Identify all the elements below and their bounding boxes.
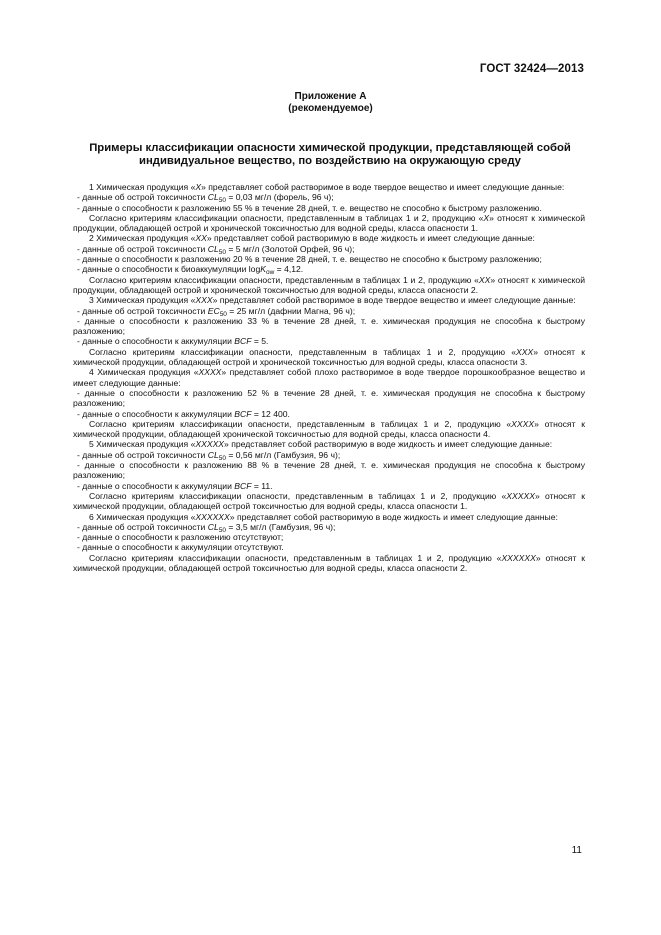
parameter-subscript: 50 xyxy=(218,454,226,462)
item-text: - данные об острой токсичности xyxy=(77,305,208,316)
parameter-subscript: 50 xyxy=(218,526,226,534)
data-item xyxy=(73,409,585,419)
conclusion-text: Согласно критериям классификации опасности, представленным в таблицах 1 и 2, продукцию « xyxy=(89,274,479,285)
product-code: X xyxy=(483,212,490,223)
product-code: XX xyxy=(478,274,491,285)
item-value: = 5 мг/л (Золотой Орфей, 96 ч); xyxy=(225,243,355,254)
intro-text: » представляет собой растворимую в воде жидкость и имеет следующие данные: xyxy=(206,233,535,244)
example-conclusion xyxy=(73,553,585,574)
item-text: - данные о способности к биоаккумуляции log xyxy=(77,264,261,275)
annex-heading xyxy=(0,91,661,115)
item-text: - данные о способности к разложению 33 % в течение 28 дней, т. е. химическая продукция не способна к быстрому разложению; xyxy=(73,315,585,337)
conclusion-text: Согласно критериям классификации опасности, представленным в таблицах 1 и 2, продукцию « xyxy=(89,346,516,357)
item-text: - данные о способности к аккумуляции отсутствуют. xyxy=(77,542,284,553)
example-intro xyxy=(73,439,585,449)
document-title xyxy=(70,142,590,168)
parameter-symbol: EC xyxy=(207,305,220,316)
intro-text: 1 Химическая продукция « xyxy=(89,182,196,192)
parameter-symbol: CL xyxy=(207,449,219,460)
data-item xyxy=(73,532,585,542)
conclusion-text: Согласно критериям классификации опасности, представленным в таблицах 1 и 2, продукцию « xyxy=(89,490,507,501)
product-code: XX xyxy=(195,233,207,244)
product-code: XXXXX xyxy=(506,490,535,501)
conclusion-text: Согласно критериям классификации опасности, представленным в таблицах 1 и 2, продукцию « xyxy=(89,418,512,429)
intro-text: 2 Химическая продукция « xyxy=(89,233,196,244)
item-text: - данные о способности к разложению 55 % в течение 28 дней, т. е. вещество не способно к быстрому разложению. xyxy=(77,202,542,213)
conclusion-text: » относят к химической продукции, обладающей острой токсичностью для водной среды, класса опасности 1. xyxy=(73,490,585,512)
parameter-symbol: CL xyxy=(207,521,219,532)
data-item xyxy=(73,316,585,337)
item-text: - данные о способности к аккумуляции xyxy=(77,408,235,419)
example-intro xyxy=(73,295,585,305)
intro-text: » представляет собой плохо растворимое в воде твердое порошкообразное вещество и имеет следующие данные: xyxy=(73,367,585,388)
parameter-symbol: CL xyxy=(207,192,219,203)
page-number: 11 xyxy=(571,845,582,856)
intro-text: 6 Химическая продукция « xyxy=(89,511,196,522)
example-conclusion xyxy=(73,419,585,440)
data-item xyxy=(73,306,585,316)
data-item xyxy=(73,264,585,277)
data-item xyxy=(73,542,585,552)
product-code: XXXX xyxy=(198,367,222,378)
parameter-symbol: BCF xyxy=(234,480,252,491)
example-intro xyxy=(73,367,585,388)
data-item xyxy=(73,522,585,532)
item-value: = 0,56 мг/л (Гамбузия, 96 ч); xyxy=(225,449,341,460)
intro-text: 4 Химическая продукция « xyxy=(89,367,199,378)
example-conclusion xyxy=(73,491,585,512)
example-intro xyxy=(73,182,585,192)
item-value: = 5. xyxy=(251,336,269,347)
data-item xyxy=(73,481,585,491)
product-code: XXXX xyxy=(511,418,535,429)
example-conclusion xyxy=(73,275,585,296)
data-item xyxy=(73,336,585,346)
item-value: = 11. xyxy=(251,480,273,491)
product-code: XXXXX xyxy=(195,439,225,450)
intro-text: » представляет собой растворимое в воде твердое вещество и имеет следующие данные: xyxy=(212,295,576,306)
product-code: XXXXXX xyxy=(501,552,536,563)
intro-text: » представляет собой растворимое в воде твердое вещество и имеет следующие данные: xyxy=(201,182,565,192)
item-value: = 25 мг/л (дафнии Магна, 96 ч); xyxy=(226,305,356,316)
intro-text: 5 Химическая продукция « xyxy=(89,439,196,450)
parameter-subscript: 50 xyxy=(219,310,227,318)
example-intro xyxy=(73,512,585,522)
parameter-symbol: K xyxy=(260,264,266,275)
intro-text: » представляет собой растворимую в воде жидкость и имеет следующие данные: xyxy=(224,439,553,450)
standard-code: ГОСТ 32424—2013 xyxy=(479,63,584,75)
item-text: - данные о способности к аккумуляции xyxy=(77,480,235,491)
item-text: - данные о способности к разложению 52 % в течение 28 дней, т. е. химическая продукция не способна к быстрому разложению; xyxy=(73,387,585,409)
item-value: = 3,5 мг/л (Гамбузия, 96 ч); xyxy=(225,521,336,532)
document-title-line-2: индивидуальное вещество, по воздействию на окружающую среду xyxy=(139,155,521,167)
parameter-symbol: BCF xyxy=(234,408,252,419)
conclusion-text: Согласно критериям классификации опасности, представленным в таблицах 1 и 2, продукцию « xyxy=(89,552,502,563)
examples-body xyxy=(73,182,585,573)
conclusion-text: » относят к химической продукции, обладающей острой и хронической токсичностью для водной среды, класса опасности 2. xyxy=(73,274,585,295)
conclusion-text: » относят к химической продукции, обладающей острой и хронической токсичностью для водной среды, класса опасности 1. xyxy=(73,212,585,234)
example-conclusion xyxy=(73,213,585,234)
example-conclusion xyxy=(73,347,585,368)
annex-type: (рекомендуемое) xyxy=(288,103,373,114)
intro-text: 3 Химическая продукция « xyxy=(89,295,196,306)
data-item xyxy=(73,254,585,264)
data-item xyxy=(73,460,585,481)
product-code: XXX xyxy=(515,346,534,357)
item-text: - данные об острой токсичности xyxy=(77,243,208,254)
parameter-subscript: 50 xyxy=(218,248,226,256)
conclusion-text: Согласно критериям классификации опасности, представленным в таблицах 1 и 2, продукцию « xyxy=(89,212,484,223)
data-item xyxy=(73,244,585,254)
product-code: X xyxy=(195,182,202,192)
data-item xyxy=(73,192,585,205)
document-title-line-1: Примеры классификации опасности химической продукции, представляющей собой xyxy=(89,142,571,154)
item-value: = 4,12. xyxy=(274,264,304,275)
product-code: XXX xyxy=(195,295,213,306)
item-value: = 0,03 мг/л (форель, 96 ч); xyxy=(225,192,334,203)
conclusion-text: » относят к химической продукции, обладающей острой токсичностью для водной среды, класса опасности 2. xyxy=(73,552,585,573)
intro-text: » представляет собой растворимую в воде жидкость и имеет следующие данные: xyxy=(229,511,558,522)
example-intro xyxy=(73,233,585,243)
item-text: - данные о способности к разложению отсутствуют; xyxy=(77,532,284,543)
parameter-symbol: BCF xyxy=(234,336,252,347)
annex-title: Приложение А xyxy=(294,91,367,102)
item-text: - данные о способности к разложению 20 % в течение 28 дней, т. е. вещество не способно к быстрому разложению; xyxy=(77,254,542,265)
conclusion-text: » относят к химической продукции, обладающей хронической токсичностью для водной среды, класса опасности 4. xyxy=(73,418,585,440)
data-item xyxy=(73,203,585,213)
item-text: - данные об острой токсичности xyxy=(77,521,208,532)
data-item xyxy=(73,450,585,460)
item-text: - данные о способности к разложению 88 % в течение 28 дней, т. е. химическая продукция не способна к быстрому разложению; xyxy=(73,460,585,481)
parameter-subscript: 50 xyxy=(218,197,226,205)
product-code: XXXXXX xyxy=(195,511,230,522)
item-text: - данные об острой токсичности xyxy=(77,192,208,203)
item-value: = 12 400. xyxy=(251,408,290,419)
item-text: - данные о способности к аккумуляции xyxy=(77,336,235,347)
conclusion-text: » относят к химической продукции, обладающей острой и хронической токсичностью для водной среды, класса опасности 3. xyxy=(73,346,585,368)
data-item xyxy=(73,388,585,409)
item-text: - данные об острой токсичности xyxy=(77,449,208,460)
parameter-symbol: CL xyxy=(207,243,219,254)
parameter-subscript: ow xyxy=(265,269,275,277)
